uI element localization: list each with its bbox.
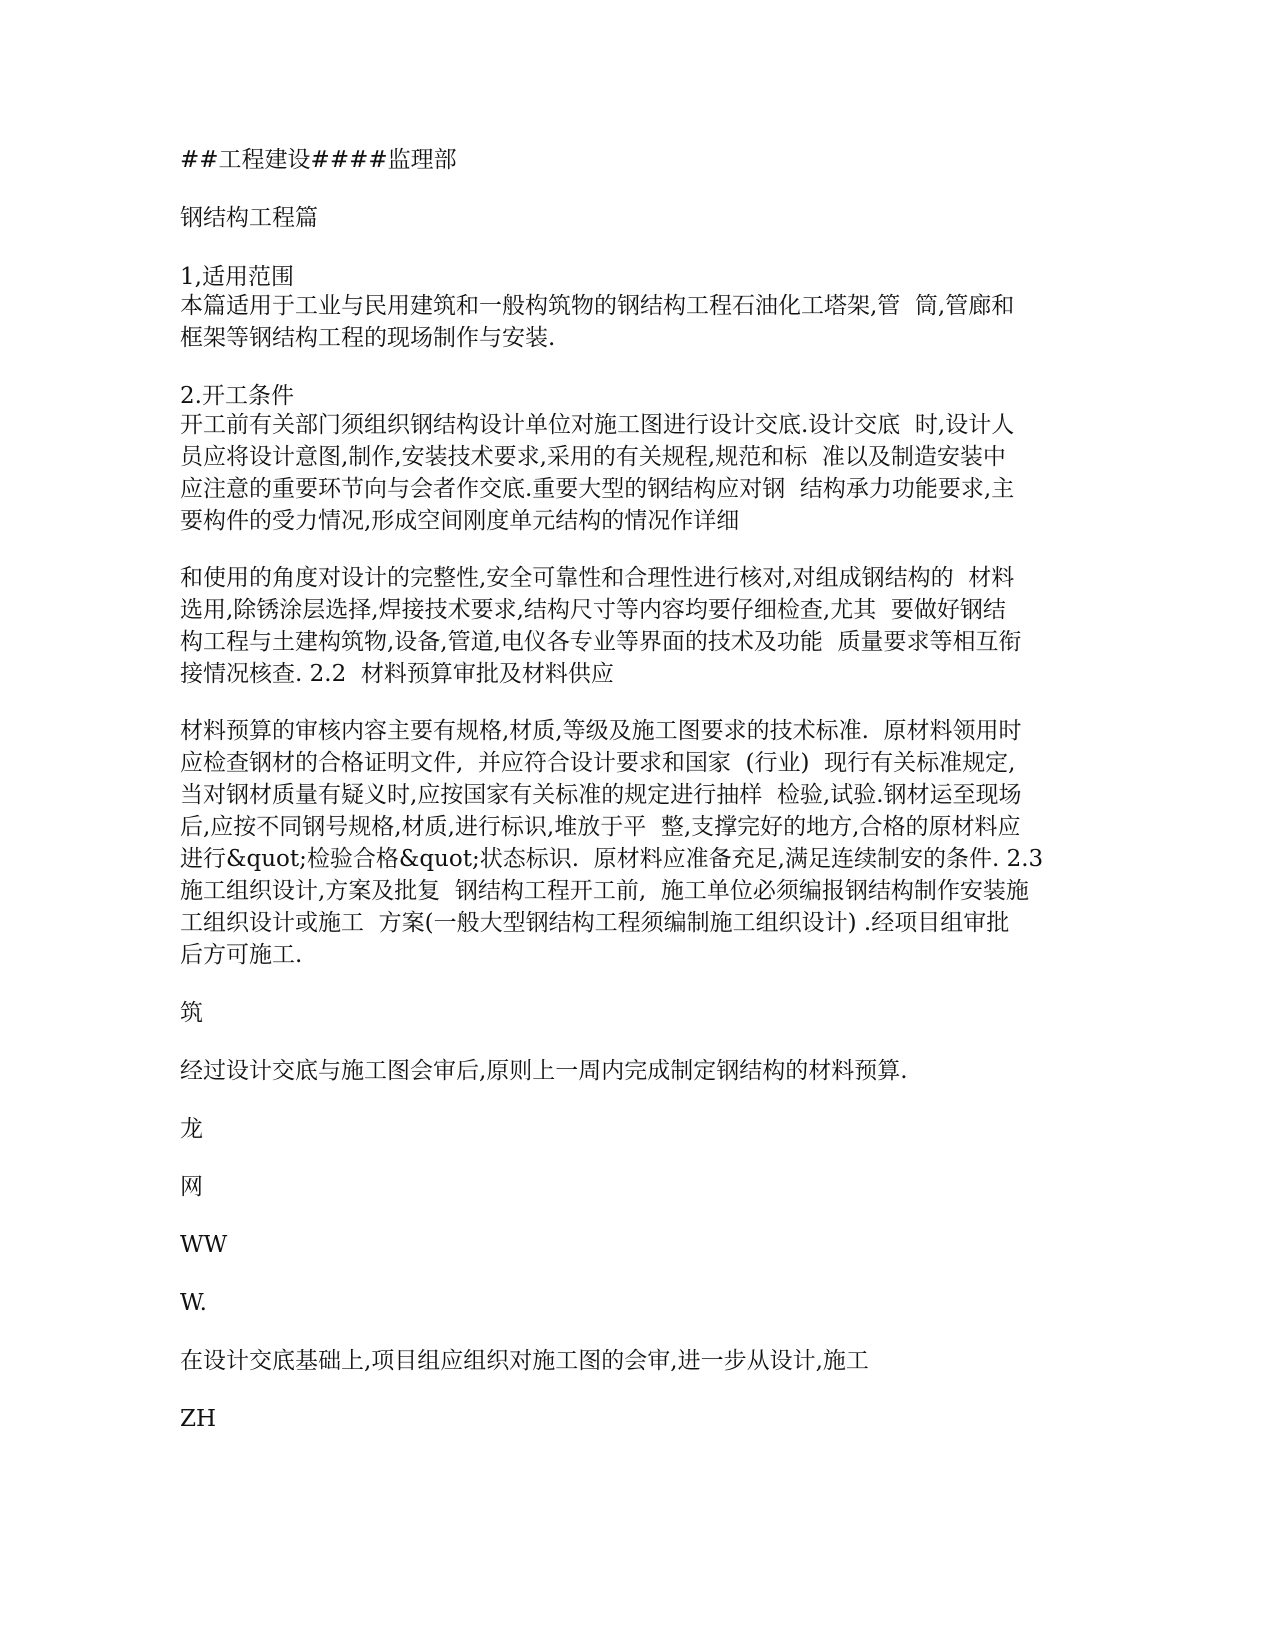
fragment-wang: 网 <box>180 1174 203 1200</box>
start-conditions-line-3: 应注意的重要环节向与会者作交底.重要大型的钢结构应对钢 结构承力功能要求,主 <box>180 476 1015 502</box>
drawing-review-paragraph: 在设计交底基础上,项目组应组织对施工图的会审,进一步从设计,施工 <box>180 1348 869 1374</box>
start-conditions-line-1: 开工前有关部门须组织钢结构设计单位对施工图进行设计交底.设计交底 时,设计人 <box>180 412 1015 438</box>
material-budget-line-1: 材料预算的审核内容主要有规格,材质,等级及施工图要求的技术标准. 原材料领用时 <box>180 718 1022 744</box>
design-review-line-2: 选用,除锈涂层选择,焊接技术要求,结构尺寸等内容均要仔细检查,尤其 要做好钢结 <box>180 597 1006 623</box>
material-budget-line-5: 进行&quot;检验合格&quot;状态标识. 原材料应准备充足,满足连续制安的条件. 2.3 <box>180 846 1044 872</box>
document-header: ##工程建设####监理部 <box>180 147 457 173</box>
design-review-line-3: 构工程与土建构筑物,设备,管道,电仪各专业等界面的技术及功能 质量要求等相互衔 <box>180 629 1022 655</box>
material-budget-line-4: 后,应按不同钢号规格,材质,进行标识,堆放于平 整,支撑完好的地方,合格的原材料应 <box>180 814 1021 840</box>
scope-line-2: 框架等钢结构工程的现场制作与安装. <box>180 325 556 351</box>
start-conditions-line-4: 要构件的受力情况,形成空间刚度单元结构的情况作详细 <box>180 508 740 534</box>
material-budget-line-7: 工组织设计或施工 方案(一般大型钢结构工程须编制施工组织设计) .经项目组审批 <box>180 910 1010 936</box>
section-heading-start-conditions: 2.开工条件 <box>180 383 294 409</box>
material-budget-line-6: 施工组织设计,方案及批复 钢结构工程开工前, 施工单位必须编报钢结构制作安装施 <box>180 878 1029 904</box>
scope-line-1: 本篇适用于工业与民用建筑和一般构筑物的钢结构工程石油化工塔架,管 筒,管廊和 <box>180 293 1015 319</box>
design-review-line-1: 和使用的角度对设计的完整性,安全可靠性和合理性进行核对,对组成钢结构的 材料 <box>180 565 1015 591</box>
fragment-long: 龙 <box>180 1116 203 1142</box>
fragment-zh: ZH <box>180 1406 217 1432</box>
material-budget-line-8: 后方可施工. <box>180 942 303 968</box>
document-title: 钢结构工程篇 <box>180 205 318 231</box>
fragment-w: W. <box>180 1290 207 1316</box>
section-heading-scope: 1,适用范围 <box>180 264 294 290</box>
start-conditions-line-2: 员应将设计意图,制作,安装技术要求,采用的有关规程,规范和标 准以及制造安装中 <box>180 444 1006 470</box>
fragment-ww: WW <box>180 1232 228 1258</box>
fragment-zhu: 筑 <box>180 1000 203 1026</box>
material-budget-line-3: 当对钢材质量有疑义时,应按国家有关标准的规定进行抽样 检验,试验.钢材运至现场 <box>180 782 1022 808</box>
design-review-line-4: 接情况核查. 2.2 材料预算审批及材料供应 <box>180 661 614 687</box>
material-budget-line-2: 应检查钢材的合格证明文件, 并应符合设计要求和国家 (行业) 现行有关标准规定, <box>180 750 1016 776</box>
budget-timing-paragraph: 经过设计交底与施工图会审后,原则上一周内完成制定钢结构的材料预算. <box>180 1058 908 1084</box>
